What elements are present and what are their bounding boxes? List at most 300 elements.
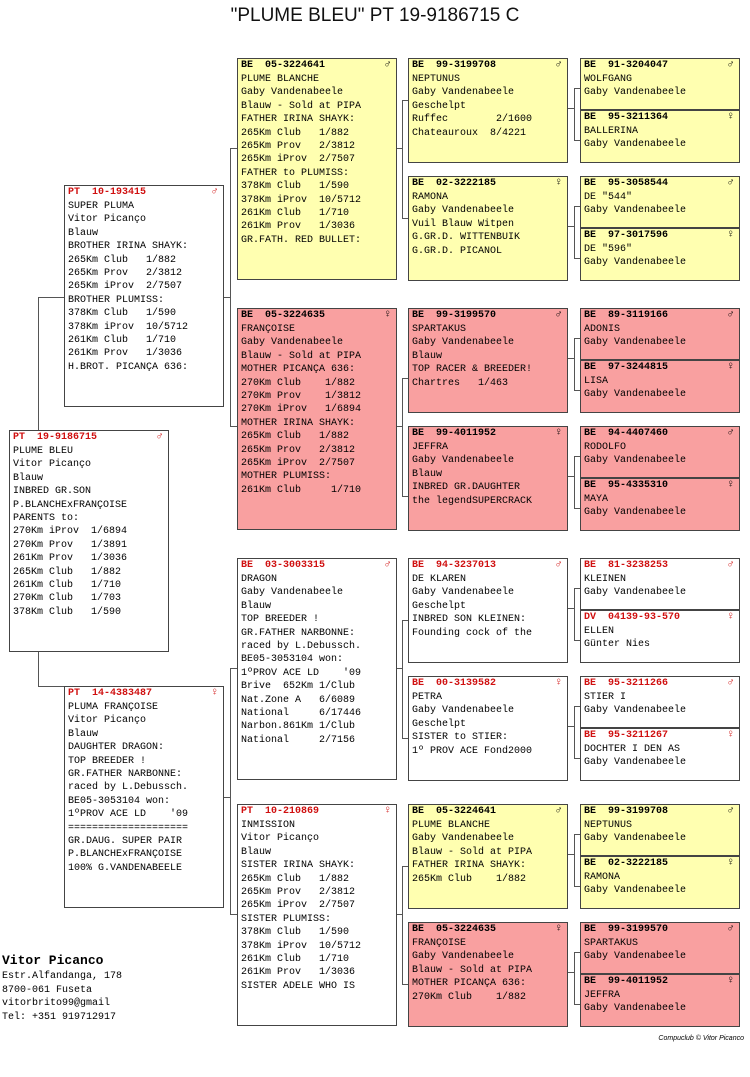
- pigeon-info-line: FRANÇOISE: [412, 938, 467, 949]
- pigeon-info-line: PETRA: [412, 692, 443, 703]
- female-symbol-icon: ♀: [555, 923, 562, 935]
- pigeon-info-line: 378Km Club 1/590: [68, 308, 177, 320]
- pigeon-info-line: P.BLANCHExFRANÇOISE: [68, 849, 183, 861]
- pigeon-info-line: Geschelpt: [412, 718, 467, 730]
- ring-number: [13, 431, 165, 445]
- pigeon-card-g5: [580, 308, 740, 360]
- pigeon-info-line: Blauw: [412, 468, 443, 480]
- pigeon-info-line: GR.DAUG. SUPER PAIR: [68, 836, 183, 848]
- pigeon-info-line: 378Km Club 1/590: [241, 181, 350, 193]
- pigeon-info-line: Gaby Vandenabeele: [412, 87, 515, 99]
- ring-number-text: BE 95-3211267: [584, 730, 669, 741]
- male-symbol-icon: ♂: [727, 309, 734, 321]
- pigeon-info-line: 261Km Prov 1/3036: [241, 967, 356, 979]
- pigeon-card-g4: [580, 228, 740, 281]
- pigeon-info-line: 265Km iProv 2/7507: [241, 458, 356, 470]
- ring-number-text: BE 99-3199570: [412, 310, 497, 321]
- pigeon-info-line: TOP BREEDER !: [68, 755, 147, 767]
- pigeon-info-line: Chateauroux 8/4221: [412, 127, 527, 139]
- pigeon-info-line: Vitor Picanço: [13, 459, 92, 471]
- pigeon-info-line: P.BLANCHExFRANÇOISE: [13, 499, 128, 511]
- pigeon-card-g9: [580, 558, 740, 610]
- connector-line: [230, 668, 237, 669]
- connector-line: [402, 620, 403, 738]
- male-symbol-icon: ♂: [727, 427, 734, 439]
- pigeon-info-line: SPARTAKUS: [412, 324, 467, 335]
- pigeon-info-line: Blauw: [68, 728, 99, 740]
- pigeon-info-line: DE "544": [584, 192, 633, 203]
- pigeon-info-line: INBRED GR.DAUGHTER: [412, 482, 521, 494]
- ring-number-text: BE 81-3238253: [584, 560, 669, 571]
- pigeon-info-line: MOTHER PICANÇA 636:: [241, 364, 356, 376]
- ring-number: [241, 59, 393, 73]
- ring-number: [584, 559, 736, 573]
- pigeon-info-line: Gaby Vandenabeele: [584, 833, 687, 845]
- pigeon-info-line: raced by L.Debussch.: [68, 782, 189, 794]
- ring-number-text: BE 97-3017596: [584, 230, 669, 241]
- ring-number: [412, 923, 564, 937]
- pigeon-info-line: DAUGHTER DRAGON:: [68, 742, 165, 754]
- pigeon-info-line: Gaby Vandenabeele: [412, 455, 515, 467]
- male-symbol-icon: ♂: [727, 923, 734, 935]
- female-symbol-icon: ♀: [727, 975, 734, 987]
- pigeon-info-line: Gaby Vandenabeele: [584, 507, 687, 519]
- pigeon-card-g16: [580, 974, 740, 1027]
- ring-number-text: BE 02-3222185: [412, 178, 497, 189]
- pigeon-info-line: 265Km Club 1/882: [13, 566, 122, 578]
- ring-number: [241, 309, 393, 323]
- pigeon-info-line: 270Km Prov 1/3891: [13, 539, 128, 551]
- pigeon-info-line: 261Km Club 1/710: [241, 208, 350, 220]
- connector-line: [38, 652, 39, 686]
- female-symbol-icon: ♀: [727, 229, 734, 241]
- pigeon-info-line: 100% G.VANDENABEELE: [68, 862, 183, 874]
- pigeon-info-line: Gaby Vandenabeele: [584, 205, 687, 217]
- pigeon-info-line: Gaby Vandenabeele: [584, 1003, 687, 1015]
- pigeon-info-line: 265Km Club 1/882: [412, 873, 527, 885]
- pigeon-info-line: Gaby Vandenabeele: [241, 587, 344, 599]
- pigeon-info-line: Gaby Vandenabeele: [241, 87, 344, 99]
- connector-line: [402, 378, 403, 496]
- pigeon-info-line: Gaby Vandenabeele: [412, 705, 515, 717]
- male-symbol-icon: ♂: [384, 559, 391, 571]
- ring-number: [584, 729, 736, 743]
- pigeon-info-line: TOP RACER & BREEDER!: [412, 364, 533, 376]
- pigeon-info-line: 261Km Prov 1/3036: [13, 553, 128, 565]
- pigeon-info-line: GR.FATHER NARBONNE:: [68, 769, 183, 781]
- ring-number: [68, 186, 220, 200]
- pigeon-card-sdd: [408, 426, 568, 531]
- female-symbol-icon: ♀: [555, 427, 562, 439]
- pigeon-info-line: Gaby Vandenabeele: [584, 705, 687, 717]
- pigeon-info-line: Gaby Vandenabeele: [412, 337, 515, 349]
- male-symbol-icon: ♂: [727, 177, 734, 189]
- male-symbol-icon: ♂: [555, 805, 562, 817]
- ring-number-text: BE 99-3199708: [584, 806, 669, 817]
- pigeon-info-line: Chartres 1/463: [412, 377, 509, 389]
- female-symbol-icon: ♀: [384, 309, 391, 321]
- pigeon-info-line: INMISSION: [241, 820, 296, 831]
- pigeon-info-line: Gaby Vandenabeele: [584, 587, 687, 599]
- pigeon-info-line: Blauw: [13, 472, 44, 484]
- connector-line: [402, 100, 403, 218]
- pigeon-card-g13: [580, 804, 740, 856]
- pigeon-info-line: Blauw - Sold at PIPA: [412, 846, 533, 858]
- pigeon-info-line: FATHER IRINA SHAYK:: [412, 860, 527, 872]
- ring-number-text: BE 91-3204047: [584, 60, 669, 71]
- pigeon-info-line: Geschelpt: [412, 100, 467, 112]
- ring-number: [584, 611, 736, 625]
- ring-number-text: BE 00-3139582: [412, 678, 497, 689]
- ring-number: [412, 309, 564, 323]
- pigeon-info-line: LISA: [584, 376, 609, 387]
- pigeon-card-g12: [580, 728, 740, 781]
- pigeon-info-line: National 2/7156: [241, 734, 356, 746]
- pigeon-info-line: Gaby Vandenabeele: [412, 587, 515, 599]
- pigeon-card-ddd: [408, 922, 568, 1027]
- pigeon-info-line: Gaby Vandenabeele: [412, 205, 515, 217]
- pigeon-info-line: SPARTAKUS: [584, 938, 639, 949]
- ring-number-text: BE 05-3224635: [412, 924, 497, 935]
- pigeon-info-line: ====================: [68, 822, 189, 834]
- pigeon-info-line: SISTER ADELE WHO IS: [241, 980, 356, 992]
- pigeon-info-line: Brive 652Km 1/Club: [241, 681, 356, 693]
- pigeon-info-line: 265Km iProv 2/7507: [241, 154, 356, 166]
- pigeon-info-line: Gaby Vandenabeele: [584, 139, 687, 151]
- connector-line: [574, 88, 575, 140]
- pigeon-info-line: Vuil Blauw Witpen: [412, 218, 515, 230]
- male-symbol-icon: ♂: [555, 309, 562, 321]
- pigeon-info-line: 378Km iProv 10/5712: [241, 940, 362, 952]
- pigeon-card-g1: [580, 58, 740, 110]
- pigeon-info-line: 270Km Club 1/882: [412, 991, 527, 1003]
- ring-number-text: BE 05-3224635: [241, 310, 326, 321]
- pigeon-info-line: Gaby Vandenabeele: [584, 885, 687, 897]
- pigeon-info-line: 265Km Club 1/882: [68, 254, 177, 266]
- female-symbol-icon: ♀: [211, 687, 218, 699]
- pigeon-info-line: Gaby Vandenabeele: [584, 455, 687, 467]
- ring-number-text: BE 99-3199708: [412, 60, 497, 71]
- footer-credit: Compuclub © Vitor Picanco: [658, 1035, 744, 1042]
- ring-number-text: PT 10-193415: [68, 187, 147, 198]
- ring-number: [412, 805, 564, 819]
- ring-number-text: BE 99-3199570: [584, 924, 669, 935]
- pigeon-card-ss: [237, 58, 397, 280]
- pigeon-card-ssd: [408, 176, 568, 281]
- pigeon-info-line: PLUMA FRANÇOISE: [68, 702, 159, 713]
- pigeon-info-line: G.GR.D. PICANOL: [412, 245, 503, 257]
- pigeon-info-line: 270Km Prov 1/3812: [241, 391, 362, 403]
- ring-number: [584, 361, 736, 375]
- ring-number: [241, 559, 393, 573]
- ring-number-text: BE 97-3244815: [584, 362, 669, 373]
- pigeon-info-line: H.BROT. PICANÇA 636:: [68, 361, 189, 373]
- ring-number-text: BE 94-4407460: [584, 428, 669, 439]
- pigeon-info-line: Gaby Vandenabeele: [584, 389, 687, 401]
- breeder-email: vitorbrito99@gmail: [2, 998, 111, 1010]
- connector-line: [574, 206, 575, 258]
- pigeon-info-line: Gaby Vandenabeele: [584, 337, 687, 349]
- pigeon-info-line: Geschelpt: [412, 600, 467, 612]
- pigeon-info-line: NEPTUNUS: [412, 74, 461, 85]
- pigeon-info-line: Gaby Vandenabeele: [584, 951, 687, 963]
- ring-number-text: BE 05-3224641: [241, 60, 326, 71]
- pigeon-info-line: Blauw: [68, 227, 99, 239]
- male-symbol-icon: ♂: [727, 805, 734, 817]
- pigeon-info-line: Gaby Vandenabeele: [241, 337, 344, 349]
- female-symbol-icon: ♀: [384, 805, 391, 817]
- pigeon-info-line: JEFFRA: [584, 990, 621, 1001]
- ring-number: [412, 677, 564, 691]
- ring-number-text: PT 14-4383487: [68, 688, 153, 699]
- pigeon-card-g7: [580, 426, 740, 478]
- connector-line: [230, 148, 231, 427]
- pigeon-info-line: 270Km Club 1/882: [241, 377, 356, 389]
- pigeon-card-sire: [64, 185, 224, 407]
- ring-number-text: BE 95-4335310: [584, 480, 669, 491]
- pigeon-info-line: 265Km Prov 2/3812: [241, 141, 356, 153]
- pigeon-info-line: ADONIS: [584, 324, 621, 335]
- pigeon-info-line: RAMONA: [412, 192, 449, 203]
- pigeon-info-line: 270Km iProv 1/6894: [13, 526, 128, 538]
- breeder-info: [2, 952, 122, 1024]
- female-symbol-icon: ♀: [727, 111, 734, 123]
- pigeon-info-line: 378Km Club 1/590: [13, 606, 122, 618]
- ring-number-text: BE 05-3224641: [412, 806, 497, 817]
- ring-number: [584, 677, 736, 691]
- ring-number-text: BE 89-3119166: [584, 310, 669, 321]
- pigeon-info-line: STIER I: [584, 692, 627, 703]
- pigeon-card-sss: [408, 58, 568, 163]
- ring-number: [584, 309, 736, 323]
- pigeon-card-g11: [580, 676, 740, 728]
- ring-number: [584, 975, 736, 989]
- pigeon-info-line: Blauw: [412, 350, 443, 362]
- pigeon-info-line: WOLFGANG: [584, 74, 633, 85]
- pigeon-info-line: Ruffec 2/1600: [412, 114, 533, 126]
- pigeon-info-line: ELLEN: [584, 626, 615, 637]
- pigeon-info-line: TOP BREEDER !: [241, 614, 320, 626]
- connector-line: [230, 426, 237, 427]
- pigeon-info-line: 265Km Prov 2/3812: [241, 887, 356, 899]
- male-symbol-icon: ♂: [727, 559, 734, 571]
- pigeon-info-line: Blauw: [241, 846, 272, 858]
- pigeon-info-line: JEFFRA: [412, 442, 449, 453]
- pigeon-card-g6: [580, 360, 740, 413]
- pigeon-info-line: 378Km iProv 10/5712: [241, 194, 362, 206]
- pigeon-info-line: DRAGON: [241, 574, 278, 585]
- pigeon-info-line: Vitor Picanço: [241, 833, 320, 845]
- breeder-address: Estr.Alfandanga, 178: [2, 971, 123, 982]
- pigeon-info-line: NEPTUNUS: [584, 820, 633, 831]
- ring-number: [412, 427, 564, 441]
- female-symbol-icon: ♀: [727, 479, 734, 491]
- ring-number: [412, 177, 564, 191]
- female-symbol-icon: ♀: [727, 361, 734, 373]
- ring-number: [584, 857, 736, 871]
- pigeon-info-line: 261Km Club 1/710: [68, 335, 177, 347]
- pigeon-info-line: RAMONA: [584, 872, 621, 883]
- pigeon-info-line: Gaby Vandenabeele: [584, 257, 687, 269]
- pigeon-info-line: 1º PROV ACE Fond2000: [412, 745, 533, 757]
- male-symbol-icon: ♂: [211, 186, 218, 198]
- pigeon-info-line: BE05-3053104 won:: [241, 654, 344, 666]
- female-symbol-icon: ♀: [727, 611, 734, 623]
- pigeon-info-line: Vitor Picanço: [68, 715, 147, 727]
- pigeon-info-line: 261Km Club 1/710: [241, 484, 362, 496]
- pigeon-info-line: 261Km Prov 1/3036: [241, 221, 356, 233]
- male-symbol-icon: ♂: [727, 59, 734, 71]
- ring-number: [584, 923, 736, 937]
- pigeon-card-ds: [237, 558, 397, 780]
- pigeon-info-line: PLUME BLANCHE: [412, 820, 491, 831]
- connector-line: [574, 706, 575, 758]
- male-symbol-icon: ♂: [555, 559, 562, 571]
- ring-number: [584, 805, 736, 819]
- pigeon-card-dds: [408, 804, 568, 909]
- ring-number: [68, 687, 220, 701]
- pigeon-info-line: BROTHER IRINA SHAYK:: [68, 241, 189, 253]
- pigeon-info-line: DE KLAREN: [412, 574, 467, 585]
- pigeon-card-dd: [237, 804, 397, 1026]
- pigeon-card-sd: [237, 308, 397, 530]
- page-title: "PLUME BLEU" PT 19-9186715 C: [230, 5, 520, 26]
- pigeon-info-line: 265Km Club 1/882: [241, 873, 350, 885]
- pigeon-info-line: 265Km Prov 2/3812: [68, 268, 183, 280]
- pigeon-info-line: PLUME BLANCHE: [241, 74, 320, 85]
- pigeon-info-line: BE05-3053104 won:: [68, 795, 171, 807]
- pigeon-info-line: Narbon.861Km 1/Club: [241, 721, 356, 733]
- pigeon-info-line: G.GR.D. WITTENBUIK: [412, 232, 521, 244]
- pigeon-info-line: MOTHER IRINA SHAYK:: [241, 417, 356, 429]
- pigeon-info-line: Blauw - Sold at PIPA: [241, 350, 362, 362]
- pigeon-card-g15: [580, 922, 740, 974]
- connector-line: [574, 834, 575, 886]
- ring-number: [584, 427, 736, 441]
- pigeon-info-line: PLUME BLEU: [13, 446, 74, 457]
- pigeon-info-line: Founding cock of the: [412, 627, 533, 639]
- pigeon-info-line: National 6/17446: [241, 708, 362, 720]
- female-symbol-icon: ♀: [727, 857, 734, 869]
- male-symbol-icon: ♂: [555, 59, 562, 71]
- ring-number: [241, 805, 393, 819]
- pigeon-card-dsd: [408, 676, 568, 781]
- ring-number: [584, 59, 736, 73]
- connector-line: [38, 297, 64, 298]
- ring-number: [584, 229, 736, 243]
- breeder-phone: Tel: +351 919712917: [2, 1011, 117, 1023]
- pigeon-info-line: 378Km Club 1/590: [241, 927, 350, 939]
- pigeon-info-line: DOCHTER I DEN AS: [584, 744, 681, 755]
- pigeon-info-line: BALLERINA: [584, 126, 639, 137]
- ring-number-text: BE 99-4011952: [584, 976, 669, 987]
- pigeon-info-line: 265Km Prov 2/3812: [241, 444, 356, 456]
- breeder-postal: 8700-061 Fuseta: [2, 984, 93, 996]
- pigeon-info-line: INBRED GR.SON: [13, 486, 92, 498]
- pigeon-info-line: MAYA: [584, 494, 609, 505]
- connector-line: [230, 914, 237, 915]
- ring-number: [584, 177, 736, 191]
- pigeon-info-line: MOTHER PLUMISS:: [241, 471, 332, 483]
- pigeon-card-g3: [580, 176, 740, 228]
- pigeon-info-line: Günter Nies: [584, 639, 651, 651]
- pigeon-info-line: FATHER IRINA SHAYK:: [241, 114, 356, 126]
- female-symbol-icon: ♀: [555, 677, 562, 689]
- pigeon-info-line: DE "596": [584, 244, 633, 255]
- pigeon-info-line: FRANÇOISE: [241, 324, 296, 335]
- pigeon-info-line: 261Km Prov 1/3036: [68, 348, 183, 360]
- pigeon-card-g14: [580, 856, 740, 909]
- pigeon-info-line: Gaby Vandenabeele: [584, 757, 687, 769]
- pigeon-info-line: Blauw: [241, 600, 272, 612]
- pigeon-info-line: 265Km iProv 2/7507: [68, 281, 183, 293]
- connector-line: [230, 668, 231, 915]
- pigeon-info-line: 270Km Club 1/703: [13, 593, 122, 605]
- ring-number-text: DV 04139-93-570: [584, 612, 681, 623]
- pigeon-info-line: INBRED SON KLEINEN:: [412, 614, 527, 626]
- pigeon-info-line: BROTHER PLUMISS:: [68, 294, 165, 306]
- ring-number: [412, 559, 564, 573]
- pigeon-info-line: KLEINEN: [584, 574, 627, 585]
- pigeon-info-line: Blauw - Sold at PIPA: [241, 100, 362, 112]
- ring-number-text: PT 10-210869: [241, 806, 320, 817]
- pigeon-info-line: 265Km iProv 2/7507: [241, 900, 356, 912]
- ring-number-text: BE 03-3003315: [241, 560, 326, 571]
- connector-line: [574, 338, 575, 390]
- ring-number: [412, 59, 564, 73]
- connector-line: [38, 686, 64, 687]
- ring-number: [584, 111, 736, 125]
- pigeon-info-line: Blauw - Sold at PIPA: [412, 964, 533, 976]
- breeder-name: Vitor Picanco: [2, 953, 104, 968]
- ring-number-text: PT 19-9186715: [13, 432, 98, 443]
- pigeon-info-line: GR.FATH. RED BULLET:: [241, 234, 362, 246]
- pigeon-info-line: GR.FATHER NARBONNE:: [241, 627, 356, 639]
- pigeon-info-line: MOTHER PICANÇA 636:: [412, 978, 527, 990]
- female-symbol-icon: ♀: [727, 729, 734, 741]
- male-symbol-icon: ♂: [727, 677, 734, 689]
- pigeon-info-line: 265Km Club 1/882: [241, 127, 350, 139]
- pigeon-card-dam: [64, 686, 224, 908]
- pigeon-info-line: SISTER PLUMISS:: [241, 913, 332, 925]
- pigeon-info-line: 265Km Club 1/882: [241, 431, 350, 443]
- pigeon-info-line: SUPER PLUMA: [68, 201, 135, 212]
- pigeon-card-g2: [580, 110, 740, 163]
- pigeon-info-line: 261Km Club 1/710: [13, 580, 122, 592]
- connector-line: [38, 297, 39, 430]
- pigeon-info-line: 1ºPROV ACE LD '09: [241, 667, 362, 679]
- pigeon-info-line: 261Km Club 1/710: [241, 954, 350, 966]
- pigeon-card-g8: [580, 478, 740, 531]
- pigeon-card-g10: [580, 610, 740, 663]
- connector-line: [574, 588, 575, 640]
- pigeon-info-line: Vitor Picanço: [68, 214, 147, 226]
- pigeon-info-line: Gaby Vandenabeele: [584, 87, 687, 99]
- ring-number-text: BE 95-3211266: [584, 678, 669, 689]
- pigeon-info-line: PARENTS to:: [13, 513, 80, 525]
- ring-number-text: BE 95-3058544: [584, 178, 669, 189]
- ring-number-text: BE 95-3211364: [584, 112, 669, 123]
- pigeon-info-line: the legendSUPERCRACK: [412, 495, 533, 507]
- pigeon-info-line: raced by L.Debussch.: [241, 641, 362, 653]
- pigeon-card-sds: [408, 308, 568, 413]
- female-symbol-icon: ♀: [555, 177, 562, 189]
- ring-number: [584, 479, 736, 493]
- pigeon-info-line: Gaby Vandenabeele: [412, 833, 515, 845]
- pigeon-info-line: Nat.Zone A 6/6089: [241, 694, 356, 706]
- connector-line: [230, 148, 237, 149]
- pigeon-card-subject: [9, 430, 169, 652]
